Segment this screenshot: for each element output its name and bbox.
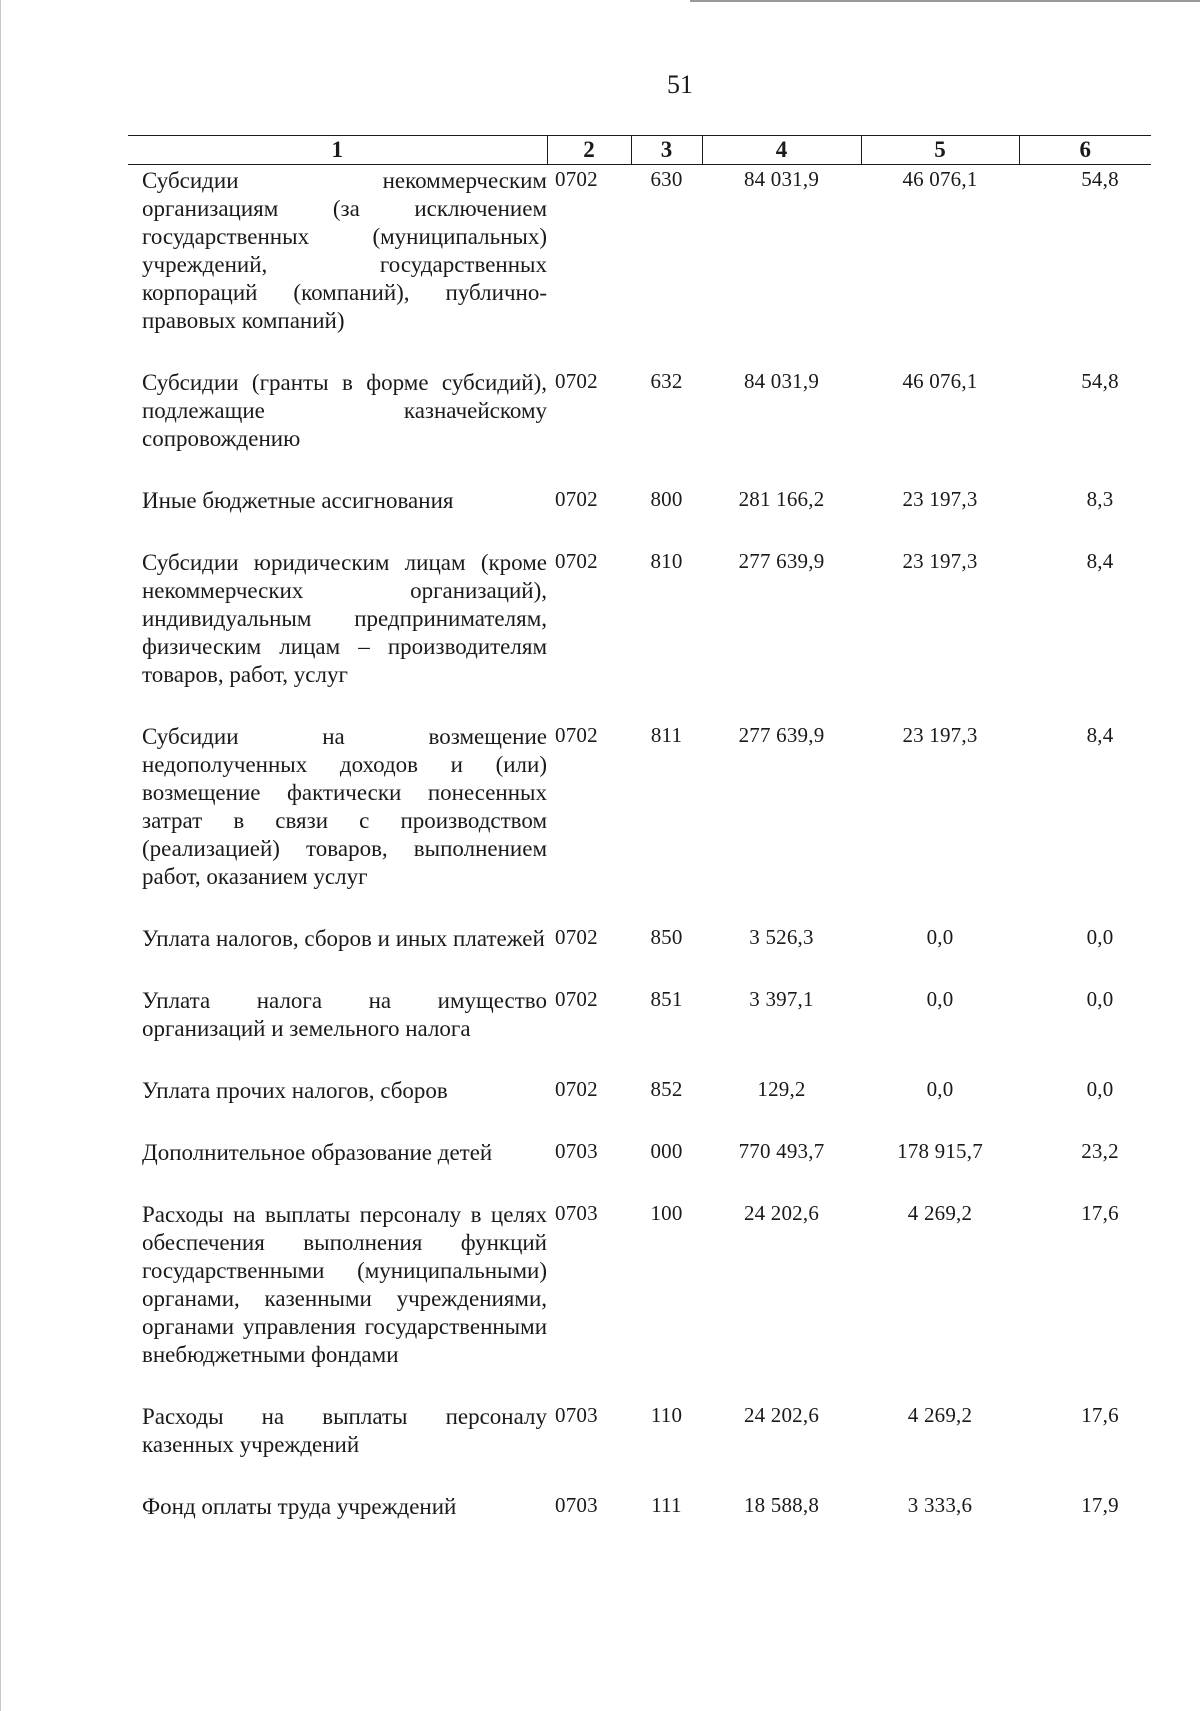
row-plan: 24 202,6 (743, 1201, 820, 1225)
table-row (128, 547, 1151, 689)
row-plan: 129,2 (757, 1077, 806, 1101)
row-spacer-cell (128, 953, 1151, 985)
header-col-6: 6 (1019, 136, 1151, 165)
row-spacer-cell (128, 689, 1151, 721)
row-fact: 23 197,3 (902, 723, 978, 747)
row-vid: 111 (651, 1493, 682, 1517)
row-pct: 0,0 (1086, 987, 1114, 1011)
row-name: Уплата налога на имущество организаций и земельного налога (142, 988, 547, 1041)
row-pct: 8,3 (1086, 487, 1114, 511)
budget-table-container (128, 135, 1151, 1521)
row-spacer (128, 515, 1151, 547)
row-spacer (128, 1167, 1151, 1199)
row-vid: 100 (650, 1201, 683, 1225)
row-pct: 0,0 (1086, 1077, 1114, 1101)
row-pct: 17,6 (1081, 1201, 1119, 1225)
row-plan: 281 166,2 (738, 487, 825, 511)
scan-edge-top (690, 0, 1200, 2)
header-col-5: 5 (861, 136, 1019, 165)
row-fact: 3 333,6 (907, 1493, 973, 1517)
table-header (128, 136, 1151, 165)
row-vid: 110 (650, 1403, 683, 1427)
row-plan: 24 202,6 (743, 1403, 820, 1427)
row-razdel: 0702 (555, 1077, 598, 1101)
table-row (128, 367, 1151, 453)
table-row (128, 1075, 1151, 1105)
row-plan: 770 493,7 (738, 1139, 825, 1163)
row-name: Уплата налогов, сборов и иных платежей (142, 926, 545, 951)
row-vid: 632 (650, 369, 683, 393)
row-pct: 54,8 (1081, 167, 1119, 191)
row-razdel: 0702 (555, 369, 598, 393)
row-name: Иные бюджетные ассигнования (142, 488, 454, 513)
row-spacer (128, 953, 1151, 985)
row-razdel: 0703 (555, 1403, 598, 1427)
row-spacer-cell (128, 1369, 1151, 1401)
row-spacer-cell (128, 1043, 1151, 1075)
row-spacer (128, 1105, 1151, 1137)
scan-edge-left (0, 0, 1, 1711)
row-razdel: 0702 (555, 167, 598, 191)
row-pct: 0,0 (1086, 925, 1114, 949)
row-spacer-cell (128, 1105, 1151, 1137)
row-pct: 23,2 (1081, 1139, 1119, 1163)
row-fact: 0,0 (926, 987, 954, 1011)
row-pct: 17,6 (1081, 1403, 1119, 1427)
row-name: Дополнительное образование детей (142, 1140, 493, 1165)
row-vid: 851 (650, 987, 683, 1011)
row-vid: 810 (650, 549, 683, 573)
row-pct: 8,4 (1086, 723, 1114, 747)
row-fact: 0,0 (926, 1077, 954, 1101)
row-fact: 4 269,2 (907, 1403, 973, 1427)
table-row (128, 485, 1151, 515)
row-vid: 852 (650, 1077, 683, 1101)
row-name: Фонд оплаты труда учреждений (142, 1494, 457, 1519)
header-row (128, 136, 1151, 165)
row-name: Расходы на выплаты персоналу казенных учреждений (142, 1404, 547, 1457)
table-row (128, 985, 1151, 1043)
row-name: Субсидии на возмещение недополученных доходов и (или) возмещение фактически понесенных затрат в связи с производством (реализацией) товаров, выполнением работ, оказанием услуг (142, 724, 547, 889)
row-spacer-cell (128, 515, 1151, 547)
row-fact: 178 915,7 (897, 1139, 983, 1163)
table-body (128, 165, 1151, 1522)
row-spacer (128, 1043, 1151, 1075)
row-plan: 84 031,9 (743, 369, 820, 393)
table-row (128, 1199, 1151, 1369)
row-name: Субсидии (гранты в форме субсидий), подлежащие казначейскому сопровождению (142, 370, 547, 451)
row-fact: 23 197,3 (902, 487, 978, 511)
row-razdel: 0702 (555, 723, 598, 747)
row-pct: 54,8 (1081, 369, 1119, 393)
budget-table (128, 135, 1151, 1521)
row-razdel: 0703 (555, 1201, 598, 1225)
row-spacer (128, 689, 1151, 721)
row-plan: 3 526,3 (749, 925, 814, 949)
row-razdel: 0702 (555, 487, 598, 511)
row-fact: 4 269,2 (907, 1201, 973, 1225)
row-name: Расходы на выплаты персоналу в целях обеспечения выполнения функций государственными (муниципальными) органами, казенными учреждениями, органами управления государственными внебюджетными фондами (142, 1202, 547, 1367)
row-pct: 8,4 (1086, 549, 1114, 573)
row-razdel: 0702 (555, 925, 598, 949)
row-vid: 800 (650, 487, 683, 511)
header-col-3: 3 (631, 136, 702, 165)
row-spacer (128, 335, 1151, 367)
row-spacer-cell (128, 891, 1151, 923)
table-row (128, 721, 1151, 891)
table-row (128, 1401, 1151, 1459)
row-plan: 277 639,9 (738, 549, 825, 573)
row-plan: 3 397,1 (749, 987, 814, 1011)
row-spacer (128, 891, 1151, 923)
header-col-2: 2 (547, 136, 631, 165)
row-spacer-cell (128, 453, 1151, 485)
row-fact: 46 076,1 (902, 167, 978, 191)
row-spacer (128, 1459, 1151, 1491)
row-razdel: 0703 (555, 1139, 598, 1163)
row-name: Субсидии юридическим лицам (кроме некоммерческих организаций), индивидуальным предпринимателям, физическим лицам – производителям товаров, работ, услуг (142, 550, 547, 687)
header-col-1: 1 (128, 136, 547, 165)
row-vid: 811 (650, 723, 683, 747)
row-razdel: 0702 (555, 987, 598, 1011)
table-row (128, 1137, 1151, 1167)
row-spacer (128, 453, 1151, 485)
row-plan: 84 031,9 (743, 167, 820, 191)
row-vid: 850 (650, 925, 683, 949)
row-vid: 630 (650, 167, 683, 191)
row-name: Уплата прочих налогов, сборов (142, 1078, 448, 1103)
row-plan: 277 639,9 (738, 723, 825, 747)
row-name: Субсидии некоммерческим организациям (за исключением государственных (муниципальных) учреждений, государственных корпораций (компаний), публично-правовых компаний) (142, 168, 547, 333)
row-spacer-cell (128, 1167, 1151, 1199)
page-number: 51 (667, 70, 693, 99)
row-vid: 000 (650, 1139, 683, 1163)
table-row (128, 1491, 1151, 1521)
row-pct: 17,9 (1081, 1493, 1119, 1517)
row-plan: 18 588,8 (743, 1493, 820, 1517)
row-razdel: 0702 (555, 549, 598, 573)
row-fact: 0,0 (926, 925, 954, 949)
row-fact: 23 197,3 (902, 549, 978, 573)
row-fact: 46 076,1 (902, 369, 978, 393)
row-spacer-cell (128, 1459, 1151, 1491)
table-row (128, 923, 1151, 953)
header-col-4: 4 (702, 136, 861, 165)
row-razdel: 0703 (555, 1493, 598, 1517)
row-spacer-cell (128, 335, 1151, 367)
row-spacer (128, 1369, 1151, 1401)
table-row (128, 165, 1151, 336)
